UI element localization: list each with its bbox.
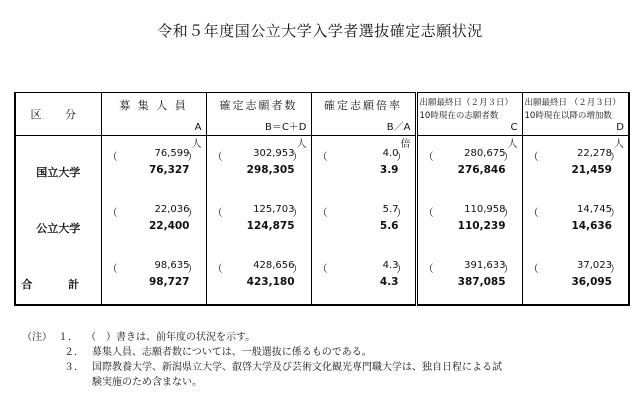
footnotes [22, 330, 502, 390]
header-increase: 出願最終日 （２月３日） 10時現在以降の増加数 D [522, 93, 629, 136]
ratio-value: 5.6 [379, 220, 399, 232]
increase-value: 21,459 [571, 164, 612, 176]
header-ratio: 確定志願倍率 B／A [311, 93, 416, 136]
deadline-applicants-value: 387,085 [457, 276, 506, 288]
increase-value: 14,636 [571, 220, 612, 232]
applicants-value: 124,875 [246, 220, 295, 232]
increase-value: 36,095 [571, 276, 612, 288]
table-row-public: 公立大学 （ 22,036 ） 22,400 （ 125,703 ） 124,875 （ 5.7 ） 5.6 （ 110,958 ） 110,239 （ 14,745 ） 14,636 [15, 192, 629, 248]
note-3-continued: 験実施のため含まない。 [92, 377, 202, 388]
deadline-applicants-value: 276,846 [457, 164, 506, 176]
recruitment-value: 22,400 [148, 220, 190, 232]
row-label: 公立大学 [36, 222, 81, 235]
note-2: ２． 募集人員、志願者数については、一般選抜に係るものである。 [64, 347, 372, 358]
ratio-value: 4.3 [379, 276, 399, 288]
row-label: 国立大学 [36, 166, 81, 179]
table-header-row [15, 93, 629, 136]
recruitment-value: 98,727 [148, 276, 190, 288]
header-kubun: 区 分 [15, 93, 101, 136]
note-3: ３． 国際教養大学、新潟県立大学、叡啓大学及び芸術文化観光専門職大学は、独自日程による試 [64, 362, 502, 373]
table-row-total: 合 計 （ 98,635 ） 98,727 （ 428,656 ） 423,180 （ 4.3 ） 4.3 （ 391,633 ） 387,085 （ 37,023 ） 36,095 [15, 248, 629, 305]
table-row-national: 国立大学 人 （ 76,599 ） 76,327 人 （ 302,953 ） 298,305 倍 （ 4.0 ） 3.9 人 （ 280,675 ） 276,846 人 （ 22,278 ） 21,459 [15, 136, 629, 193]
applicants-value: 298,305 [246, 164, 295, 176]
note-1: （注） １． （ ）書きは、前年度の状況を示す。 [22, 332, 256, 343]
row-label: 合 計 [21, 278, 96, 291]
page-title: 令和５年度国公立大学入学者選抜確定志願状況 [157, 22, 483, 40]
applicants-value: 423,180 [246, 276, 295, 288]
header-deadline-applicants: 出願最終日（２月３日） 10時現在の志願者数 C [416, 93, 522, 136]
header-recruitment: 募 集 人 員 A [101, 93, 206, 136]
header-applicants: 確定志願者数 B＝C＋D [206, 93, 311, 136]
applicant-status-table [14, 92, 630, 306]
ratio-value: 3.9 [379, 164, 399, 176]
deadline-applicants-value: 110,239 [457, 220, 506, 232]
recruitment-value: 76,327 [148, 164, 190, 176]
